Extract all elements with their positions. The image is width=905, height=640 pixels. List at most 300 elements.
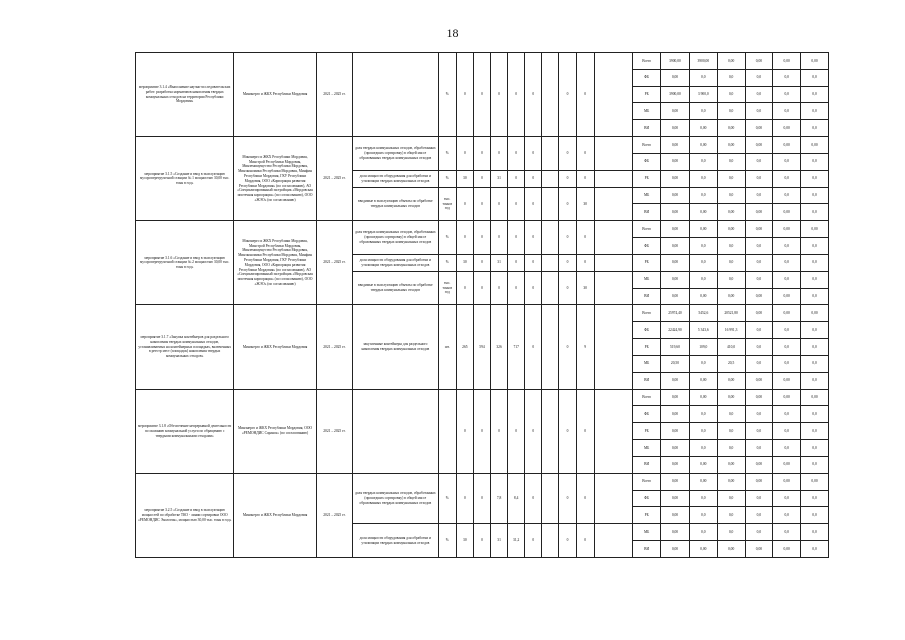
- table-row: [136, 137, 829, 154]
- finance-value-cell: 0,0: [745, 271, 773, 288]
- finance-source-cell: Всего: [633, 473, 661, 490]
- finance-value-cell: 0,00: [773, 372, 801, 389]
- finance-source-cell: РБ: [633, 339, 661, 356]
- blank-cell: [594, 187, 633, 221]
- executor-cell: Минэнерго и ЖКХ Республики Мордовия, ООО «РЕМОНДИС Саранск» (по согласованию): [234, 389, 316, 473]
- finance-source-cell: МБ: [633, 271, 661, 288]
- indicator-value-cell: 30: [576, 271, 594, 305]
- finance-value-cell: 3900,00: [661, 86, 690, 103]
- finance-value-cell: 0,00: [717, 120, 745, 137]
- indicator-value-cell: 30: [456, 524, 473, 558]
- finance-value-cell: 0,0: [689, 271, 717, 288]
- indicator-name-cell: доля мощности оборудования для обработки и утилизации твердых коммунальных отходов: [353, 524, 439, 558]
- finance-value-cell: 0,0: [773, 507, 801, 524]
- finance-value-cell: 0,00: [773, 456, 801, 473]
- indicator-value-cell: 0: [559, 305, 576, 389]
- indicator-value-cell: 0: [576, 473, 594, 523]
- executor-cell: Минэнерго и ЖКХ Республики Мордовия, Минстрой Республики Мордовия, Минземимущество Республики Мордовия, Минэкономики Республики Мордовия, Минфин Республики Мордовия, ГКУ Республики Мордовия, ООО «Корпорация развития Республики Мордовия» (по согласованию), АО «Специализированный застройщик «Мордовская ипотечная корпорация» (по согласованию), ООО «ЖЭО» (по согласованию): [234, 221, 316, 305]
- finance-value-cell: 0,00: [773, 204, 801, 221]
- blank-cell: [594, 305, 633, 389]
- finance-value-cell: 0,0: [773, 254, 801, 271]
- finance-value-cell: 0,0: [717, 103, 745, 120]
- finance-value-cell: 0,0: [717, 238, 745, 255]
- finance-value-cell: 0,0: [745, 170, 773, 187]
- finance-value-cell: 0,0: [689, 187, 717, 204]
- indicator-unit-cell: %: [438, 524, 456, 558]
- indicator-value-cell: 0: [473, 524, 490, 558]
- indicator-value-cell: 0: [525, 187, 542, 221]
- finance-value-cell: 0,0: [773, 524, 801, 541]
- indicator-name-cell: доля твердых коммунальных отходов, обработанных (прошедших сортировку) в общей массе образованных твердых коммунальных отходов: [353, 137, 439, 171]
- indicator-unit-cell: %: [438, 53, 456, 137]
- finance-value-cell: 0,0: [745, 153, 773, 170]
- indicator-value-cell: 0: [525, 389, 542, 473]
- finance-value-cell: 0,0: [689, 355, 717, 372]
- finance-value-cell: 0,00: [773, 389, 801, 406]
- finance-value-cell: 0,0: [745, 507, 773, 524]
- finance-value-cell: 0,00: [745, 456, 773, 473]
- finance-value-cell: 0,00: [661, 69, 690, 86]
- finance-value-cell: 20521,80: [717, 305, 745, 322]
- finance-value-cell: 22424,90: [661, 322, 690, 339]
- finance-value-cell: 0,00: [745, 221, 773, 238]
- executor-cell: Минэнерго и ЖКХ Республики Мордовия, Минстрой Республики Мордовия, Минземимущество Республики Мордовия, Минэкономики Республики Мордовия, Минфин Республики Мордовия, ГКУ Республики Мордовия, ООО «Корпорация развития Республики Мордовия» (по согласованию), АО «Специализированный застройщик «Мордовская ипотечная корпорация» (по согласованию), ООО «ЖЭО» (по согласованию): [234, 137, 316, 221]
- finance-source-cell: РБ: [633, 423, 661, 440]
- blank-cell: [594, 473, 633, 523]
- finance-source-cell: ФБ: [633, 406, 661, 423]
- finance-value-cell: 0,00: [689, 372, 717, 389]
- indicator-name-cell: доля твердых коммунальных отходов, обработанных (прошедших сортировку) в общей массе образованных твердых коммунальных отходов: [353, 221, 439, 255]
- indicator-value-cell: 265: [456, 305, 473, 389]
- finance-value-cell: 0,0: [745, 440, 773, 457]
- finance-value-cell: 0,00: [745, 288, 773, 305]
- indicator-value-cell: 0: [559, 524, 576, 558]
- finance-value-cell: 0,0: [801, 339, 829, 356]
- finance-value-cell: 0,00: [717, 456, 745, 473]
- indicator-value-cell: 0: [456, 187, 473, 221]
- indicator-value-cell: 0: [559, 271, 576, 305]
- finance-value-cell: 0,00: [717, 473, 745, 490]
- indicator-unit-cell: тыс. тонн в год: [438, 187, 456, 221]
- finance-value-cell: 0,00: [773, 541, 801, 558]
- finance-value-cell: 0,0: [745, 524, 773, 541]
- activity-cell: мероприятие 3.1.4 «Выполнение научно-исследовательских работ: разработка нормативов накопления твердых коммунальных отходов на территории Республики Мордовия»: [136, 53, 234, 137]
- finance-value-cell: 0,0: [801, 372, 829, 389]
- finance-source-cell: Всего: [633, 137, 661, 154]
- finance-value-cell: 0,0: [773, 440, 801, 457]
- indicator-value-cell: 0: [576, 137, 594, 171]
- finance-value-cell: 0,0: [773, 322, 801, 339]
- indicator-value-cell: 31: [491, 524, 508, 558]
- finance-value-cell: 0,00: [773, 137, 801, 154]
- finance-value-cell: 25974,40: [661, 305, 690, 322]
- activity-cell: мероприятие 3.1.6 «Создание и ввод в эксплуатацию мусороперегрузочной станции № 2 мощностью 30,00 тыс. тонн в год»: [136, 221, 234, 305]
- indicator-value-cell: 0: [491, 271, 508, 305]
- indicator-value-cell: 0: [576, 53, 594, 137]
- indicator-value-cell: 0: [559, 389, 576, 473]
- table-row: [136, 389, 829, 406]
- finance-source-cell: ВИ: [633, 541, 661, 558]
- indicator-value-cell: 0: [508, 271, 525, 305]
- indicator-value-cell: 0: [576, 389, 594, 473]
- finance-value-cell: 0,00: [801, 305, 829, 322]
- finance-value-cell: 0,00: [773, 288, 801, 305]
- finance-value-cell: 0,00: [801, 53, 829, 70]
- period-cell: 2021 – 2025 гг.: [316, 389, 352, 473]
- blank-cell: [594, 389, 633, 473]
- executor-cell: Минэнерго и ЖКХ Республики Мордовия: [234, 53, 316, 137]
- finance-source-cell: ФБ: [633, 238, 661, 255]
- indicator-name-cell: доля мощности оборудования для обработки и утилизации твердых коммунальных отходов: [353, 254, 439, 271]
- finance-value-cell: 0,0: [773, 406, 801, 423]
- finance-value-cell: 0,0: [801, 69, 829, 86]
- finance-value-cell: 0,00: [661, 389, 690, 406]
- finance-value-cell: 0,0: [717, 170, 745, 187]
- finance-value-cell: 0,0: [745, 423, 773, 440]
- indicator-name-cell: закупленные контейнеры для раздельного накопления твердых коммунальных отходов: [353, 305, 439, 389]
- indicator-value-cell: 0: [559, 170, 576, 187]
- indicator-name-cell: вводимые в эксплуатацию объекты по обработке твердых коммунальных отходов: [353, 187, 439, 221]
- activity-cell: мероприятие 3.1.7 «Закупка контейнеров для раздельного накопления твердых коммунальных отходов, устанавливаемых на контейнерных площадках, включенных в реестр мест (площадок) накопления твердых коммунальных отходов»: [136, 305, 234, 389]
- indicator-value-cell: 0: [525, 170, 542, 187]
- finance-value-cell: 0,0: [745, 322, 773, 339]
- finance-value-cell: 0,0: [801, 153, 829, 170]
- finance-value-cell: 0,0: [745, 86, 773, 103]
- indicator-value-cell: 0: [473, 221, 490, 255]
- finance-value-cell: 3900,00: [689, 53, 717, 70]
- finance-source-cell: РБ: [633, 254, 661, 271]
- finance-value-cell: 0,00: [661, 254, 690, 271]
- finance-value-cell: 0,0: [773, 238, 801, 255]
- indicator-value-cell: [542, 389, 559, 473]
- finance-value-cell: 0,00: [661, 423, 690, 440]
- finance-value-cell: 5 343,6: [689, 322, 717, 339]
- blank-cell: [594, 271, 633, 305]
- activity-cell: мероприятие 3.1.5 «Создание и ввод в эксплуатацию мусороперегрузочной станции № 1 мощностью 30,00 тыс. тонн в год»: [136, 137, 234, 221]
- finance-value-cell: 0,0: [801, 271, 829, 288]
- indicator-value-cell: [542, 254, 559, 271]
- finance-value-cell: 0,0: [773, 86, 801, 103]
- indicator-value-cell: 0: [456, 53, 473, 137]
- indicator-value-cell: 0: [525, 305, 542, 389]
- finance-value-cell: 0,0: [801, 86, 829, 103]
- finance-value-cell: 3 900,0: [689, 86, 717, 103]
- finance-value-cell: 0,00: [689, 389, 717, 406]
- finance-value-cell: 0,0: [689, 254, 717, 271]
- finance-value-cell: 0,00: [773, 305, 801, 322]
- finance-value-cell: 0,0: [801, 507, 829, 524]
- indicator-value-cell: 0: [456, 271, 473, 305]
- indicator-value-cell: 0: [576, 221, 594, 255]
- executor-cell: Минэнерго и ЖКХ Республики Мордовия: [234, 305, 316, 389]
- indicator-value-cell: 0: [473, 254, 490, 271]
- finance-value-cell: 0,00: [689, 473, 717, 490]
- finance-value-cell: 0,0: [689, 238, 717, 255]
- indicator-value-cell: 0: [473, 473, 490, 523]
- finance-source-cell: ФБ: [633, 490, 661, 507]
- indicator-value-cell: 717: [508, 305, 525, 389]
- indicator-value-cell: 8,4: [508, 473, 525, 523]
- finance-value-cell: 0,00: [661, 406, 690, 423]
- indicator-unit-cell: шт.: [438, 305, 456, 389]
- finance-source-cell: Всего: [633, 389, 661, 406]
- finance-value-cell: 0,00: [717, 204, 745, 221]
- finance-value-cell: 0,00: [801, 389, 829, 406]
- finance-value-cell: 0,0: [745, 254, 773, 271]
- indicator-value-cell: 9: [576, 305, 594, 389]
- period-cell: 2021 – 2025 гг.: [316, 137, 352, 221]
- indicator-name-cell: доля мощности оборудования для обработки и утилизации твердых коммунальных отходов: [353, 170, 439, 187]
- finance-value-cell: 0,0: [773, 69, 801, 86]
- finance-value-cell: 0,00: [745, 372, 773, 389]
- finance-value-cell: 0,00: [801, 473, 829, 490]
- finance-value-cell: 0,0: [773, 339, 801, 356]
- indicator-value-cell: [542, 524, 559, 558]
- indicator-value-cell: 30: [456, 254, 473, 271]
- indicator-unit-cell: тыс. тонн в год: [438, 271, 456, 305]
- indicator-value-cell: 0: [456, 221, 473, 255]
- indicator-value-cell: 0: [473, 53, 490, 137]
- indicator-value-cell: 0: [576, 524, 594, 558]
- finance-value-cell: 0,00: [661, 170, 690, 187]
- finance-source-cell: ФБ: [633, 322, 661, 339]
- indicator-unit-cell: %: [438, 170, 456, 187]
- finance-value-cell: 0,0: [717, 524, 745, 541]
- finance-value-cell: 20,50: [661, 355, 690, 372]
- finance-value-cell: 0,00: [745, 541, 773, 558]
- indicator-value-cell: 0: [508, 137, 525, 171]
- finance-source-cell: ВИ: [633, 204, 661, 221]
- finance-value-cell: 0,0: [745, 187, 773, 204]
- indicator-value-cell: 0: [473, 187, 490, 221]
- finance-value-cell: 0,00: [745, 120, 773, 137]
- indicator-value-cell: 0: [559, 473, 576, 523]
- finance-value-cell: 0,00: [745, 137, 773, 154]
- activity-cell: мероприятие 3.1.8 «Обеспечение непрерывной деятельности по оказанию коммунальной услуги по обращению с твердыми коммунальными отходами»: [136, 389, 234, 473]
- indicator-value-cell: 0: [559, 53, 576, 137]
- finance-value-cell: 0,0: [717, 86, 745, 103]
- finance-value-cell: 20,5: [717, 355, 745, 372]
- finance-value-cell: 0,00: [661, 238, 690, 255]
- finance-value-cell: 0,0: [773, 103, 801, 120]
- indicator-value-cell: 7,8: [491, 473, 508, 523]
- finance-source-cell: Всего: [633, 305, 661, 322]
- finance-source-cell: Всего: [633, 53, 661, 70]
- indicator-value-cell: 0: [525, 137, 542, 171]
- finance-value-cell: 0,0: [801, 187, 829, 204]
- indicator-unit-cell: %: [438, 254, 456, 271]
- indicator-unit-cell: [438, 389, 456, 473]
- indicator-value-cell: 0: [525, 271, 542, 305]
- indicator-value-cell: 0: [491, 137, 508, 171]
- indicator-value-cell: 31,2: [508, 524, 525, 558]
- indicator-value-cell: 30: [456, 170, 473, 187]
- table-row: [136, 53, 829, 70]
- finance-value-cell: 0,0: [745, 69, 773, 86]
- indicator-name-cell: [353, 389, 439, 473]
- finance-value-cell: 0,0: [717, 490, 745, 507]
- finance-source-cell: МБ: [633, 355, 661, 372]
- indicator-value-cell: 0: [508, 389, 525, 473]
- finance-value-cell: 0,00: [661, 490, 690, 507]
- period-cell: 2021 – 2025 гг.: [316, 53, 352, 137]
- finance-value-cell: 0,0: [801, 541, 829, 558]
- blank-cell: [594, 170, 633, 187]
- indicator-value-cell: [542, 305, 559, 389]
- finance-value-cell: 0,0: [689, 490, 717, 507]
- finance-value-cell: 0,0: [801, 322, 829, 339]
- finance-value-cell: 0,00: [661, 120, 690, 137]
- page-number: 18: [446, 26, 459, 40]
- indicator-value-cell: 0: [559, 254, 576, 271]
- indicator-value-cell: 0: [456, 473, 473, 523]
- finance-value-cell: 0,0: [689, 507, 717, 524]
- indicator-value-cell: 0: [491, 53, 508, 137]
- finance-source-cell: МБ: [633, 187, 661, 204]
- executor-cell: Минэнерго и ЖКХ Республики Мордовия: [234, 473, 316, 557]
- indicator-value-cell: 0: [525, 524, 542, 558]
- finance-value-cell: 0,00: [717, 541, 745, 558]
- blank-cell: [594, 137, 633, 171]
- indicator-value-cell: [542, 187, 559, 221]
- table-row: [136, 305, 829, 322]
- finance-value-cell: 0,00: [773, 221, 801, 238]
- indicator-value-cell: 0: [473, 271, 490, 305]
- indicator-value-cell: 0: [508, 187, 525, 221]
- finance-value-cell: 0,00: [661, 288, 690, 305]
- finance-value-cell: 0,00: [661, 541, 690, 558]
- finance-value-cell: 0,0: [717, 440, 745, 457]
- finance-value-cell: 0,0: [717, 69, 745, 86]
- indicator-value-cell: 0: [559, 137, 576, 171]
- finance-source-cell: ВИ: [633, 288, 661, 305]
- finance-value-cell: 0,00: [689, 204, 717, 221]
- indicator-value-cell: 0: [456, 389, 473, 473]
- indicator-value-cell: 0: [508, 170, 525, 187]
- finance-value-cell: 0,0: [689, 170, 717, 187]
- finance-value-cell: 0,0: [689, 440, 717, 457]
- finance-value-cell: 0,00: [661, 473, 690, 490]
- finance-value-cell: 410,0: [717, 339, 745, 356]
- indicator-value-cell: 0: [559, 221, 576, 255]
- finance-value-cell: 0,00: [745, 473, 773, 490]
- finance-value-cell: 0,00: [689, 221, 717, 238]
- indicator-value-cell: 0: [576, 254, 594, 271]
- indicator-value-cell: 0: [473, 389, 490, 473]
- indicator-unit-cell: %: [438, 473, 456, 523]
- finance-value-cell: 0,0: [801, 440, 829, 457]
- indicator-value-cell: [542, 137, 559, 171]
- blank-cell: [594, 524, 633, 558]
- finance-value-cell: 0,0: [745, 339, 773, 356]
- table-row: [136, 473, 829, 490]
- finance-value-cell: 0,0: [717, 423, 745, 440]
- finance-source-cell: РБ: [633, 507, 661, 524]
- finance-source-cell: МБ: [633, 440, 661, 457]
- finance-value-cell: 0,0: [773, 153, 801, 170]
- finance-value-cell: 0,0: [801, 103, 829, 120]
- finance-value-cell: 0,00: [773, 53, 801, 70]
- finance-value-cell: 0,00: [661, 153, 690, 170]
- indicator-value-cell: 0: [491, 187, 508, 221]
- program-activities-table: [135, 52, 829, 558]
- finance-value-cell: 0,0: [689, 423, 717, 440]
- indicator-value-cell: 0: [559, 187, 576, 221]
- indicator-name-cell: [353, 53, 439, 137]
- finance-value-cell: 0,0: [801, 254, 829, 271]
- indicator-value-cell: 0: [576, 170, 594, 187]
- period-cell: 2021 – 2025 гг.: [316, 221, 352, 305]
- finance-value-cell: 0,0: [689, 103, 717, 120]
- indicator-value-cell: 0: [525, 221, 542, 255]
- period-cell: 2021 – 2025 гг.: [316, 305, 352, 389]
- indicator-value-cell: 326: [491, 305, 508, 389]
- indicator-value-cell: [542, 221, 559, 255]
- finance-source-cell: РБ: [633, 86, 661, 103]
- finance-source-cell: ВИ: [633, 120, 661, 137]
- indicator-unit-cell: %: [438, 221, 456, 255]
- finance-source-cell: Всего: [633, 221, 661, 238]
- finance-value-cell: 0,00: [661, 440, 690, 457]
- finance-value-cell: 0,00: [773, 120, 801, 137]
- indicator-value-cell: 0: [456, 137, 473, 171]
- finance-value-cell: 0,0: [773, 187, 801, 204]
- finance-value-cell: 519,60: [661, 339, 690, 356]
- finance-value-cell: 0,0: [745, 355, 773, 372]
- finance-value-cell: 0,00: [661, 372, 690, 389]
- finance-value-cell: 5452,6: [689, 305, 717, 322]
- indicator-value-cell: [542, 170, 559, 187]
- finance-value-cell: 0,00: [689, 541, 717, 558]
- finance-value-cell: 0,00: [745, 389, 773, 406]
- indicator-value-cell: [542, 53, 559, 137]
- finance-value-cell: 0,0: [717, 254, 745, 271]
- indicator-value-cell: 0: [491, 389, 508, 473]
- finance-value-cell: 0,0: [689, 153, 717, 170]
- indicator-value-cell: [542, 271, 559, 305]
- finance-value-cell: 0,00: [717, 389, 745, 406]
- finance-value-cell: 0,0: [773, 355, 801, 372]
- finance-value-cell: 0,0: [773, 423, 801, 440]
- finance-value-cell: 0,00: [661, 271, 690, 288]
- finance-value-cell: 0,0: [801, 355, 829, 372]
- finance-value-cell: 0,0: [801, 490, 829, 507]
- finance-value-cell: 0,0: [801, 170, 829, 187]
- finance-source-cell: ФБ: [633, 153, 661, 170]
- finance-value-cell: 0,0: [717, 271, 745, 288]
- finance-value-cell: 0,00: [745, 305, 773, 322]
- period-cell: 2021 – 2025 гг.: [316, 473, 352, 557]
- indicator-value-cell: 0: [508, 254, 525, 271]
- finance-value-cell: 0,0: [801, 406, 829, 423]
- finance-value-cell: 0,0: [717, 153, 745, 170]
- finance-value-cell: 0,0: [801, 423, 829, 440]
- finance-value-cell: 0,00: [661, 507, 690, 524]
- finance-value-cell: 0,0: [745, 238, 773, 255]
- finance-value-cell: 109,0: [689, 339, 717, 356]
- finance-value-cell: 0,0: [773, 271, 801, 288]
- finance-value-cell: 0,00: [689, 137, 717, 154]
- activity-cell: мероприятие 3.2.5 «Создание и ввод в эксплуатацию мощностей по обработке ТКО - линии сортировки ООО «РЕМОНДИС Экология», мощностью 30,00 тыс. тонн в год»: [136, 473, 234, 557]
- finance-value-cell: 0,00: [661, 137, 690, 154]
- indicator-value-cell: 0: [508, 221, 525, 255]
- finance-value-cell: 0,00: [689, 120, 717, 137]
- indicator-value-cell: 0: [508, 53, 525, 137]
- finance-value-cell: 0,00: [801, 221, 829, 238]
- indicator-value-cell: 594: [473, 305, 490, 389]
- finance-value-cell: 0,00: [717, 221, 745, 238]
- indicator-value-cell: [542, 473, 559, 523]
